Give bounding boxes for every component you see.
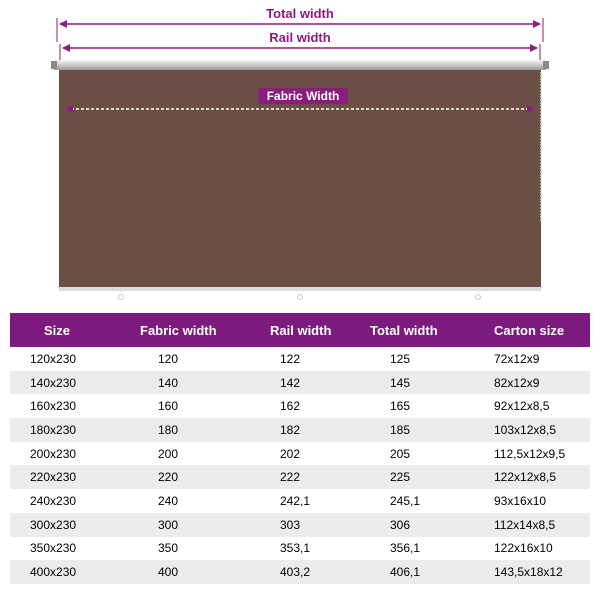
cell-fabric-width: 240 xyxy=(130,489,258,513)
cell-carton-size: 122x12x8,5 xyxy=(480,465,590,489)
total-width-label: Total width xyxy=(266,6,334,21)
cell-fabric-width: 300 xyxy=(130,513,258,537)
header-carton-size: Carton size xyxy=(480,313,590,347)
cell-rail-width: 242,1 xyxy=(258,489,368,513)
rail-width-label: Rail width xyxy=(269,30,331,45)
cell-rail-width: 303 xyxy=(258,513,368,537)
cell-size: 160x230 xyxy=(10,394,130,418)
cell-fabric-width: 350 xyxy=(130,537,258,561)
cell-rail-width: 222 xyxy=(258,465,368,489)
table-row xyxy=(10,560,590,584)
cell-rail-width: 403,2 xyxy=(258,560,368,584)
size-table xyxy=(10,313,590,584)
cell-fabric-width: 220 xyxy=(130,465,258,489)
cell-rail-width: 162 xyxy=(258,394,368,418)
cell-fabric-width: 160 xyxy=(130,394,258,418)
cell-total-width: 205 xyxy=(368,442,480,466)
cell-carton-size: 93x16x10 xyxy=(480,489,590,513)
table-header-row xyxy=(10,313,590,347)
cell-carton-size: 143,5x18x12 xyxy=(480,560,590,584)
cell-total-width: 245,1 xyxy=(368,489,480,513)
cell-total-width: 306 xyxy=(368,513,480,537)
cell-carton-size: 112,5x12x9,5 xyxy=(480,442,590,466)
pull-ring-center xyxy=(298,295,303,300)
header-size: Size xyxy=(10,313,130,347)
cell-size: 200x230 xyxy=(10,442,130,466)
cell-rail-width: 142 xyxy=(258,371,368,395)
table-row xyxy=(10,537,590,561)
cell-total-width: 125 xyxy=(368,347,480,371)
cell-total-width: 145 xyxy=(368,371,480,395)
rail xyxy=(54,60,546,70)
cell-rail-width: 202 xyxy=(258,442,368,466)
rail-width-dimension xyxy=(60,44,540,60)
pull-ring-left xyxy=(119,295,124,300)
pull-ring-right xyxy=(476,295,481,300)
cell-size: 400x230 xyxy=(10,560,130,584)
cell-size: 120x230 xyxy=(10,347,130,371)
cell-carton-size: 122x16x10 xyxy=(480,537,590,561)
cell-total-width: 165 xyxy=(368,394,480,418)
cell-carton-size: 92x12x8,5 xyxy=(480,394,590,418)
table-row xyxy=(10,513,590,537)
cell-size: 220x230 xyxy=(10,465,130,489)
cell-total-width: 225 xyxy=(368,465,480,489)
cell-carton-size: 72x12x9 xyxy=(480,347,590,371)
cell-fabric-width: 180 xyxy=(130,418,258,442)
cell-total-width: 406,1 xyxy=(368,560,480,584)
cell-carton-size: 112x14x8,5 xyxy=(480,513,590,537)
header-total-width: Total width xyxy=(368,313,480,347)
cell-size: 300x230 xyxy=(10,513,130,537)
rail-end-left xyxy=(51,61,57,69)
table-body xyxy=(10,347,590,584)
cell-rail-width: 182 xyxy=(258,418,368,442)
header-rail-width: Rail width xyxy=(258,313,368,347)
table-row xyxy=(10,371,590,395)
cell-size: 350x230 xyxy=(10,537,130,561)
cell-rail-width: 353,1 xyxy=(258,537,368,561)
cell-carton-size: 103x12x8,5 xyxy=(480,418,590,442)
cell-fabric-width: 120 xyxy=(130,347,258,371)
bottom-bar xyxy=(59,287,541,291)
fabric-width-label: Fabric Width xyxy=(258,88,348,104)
table-row xyxy=(10,465,590,489)
rail-end-right xyxy=(543,61,549,69)
cell-fabric-width: 200 xyxy=(130,442,258,466)
cell-carton-size: 82x12x9 xyxy=(480,371,590,395)
cell-rail-width: 122 xyxy=(258,347,368,371)
cell-fabric-width: 140 xyxy=(130,371,258,395)
table-row xyxy=(10,418,590,442)
table-row xyxy=(10,442,590,466)
cell-size: 180x230 xyxy=(10,418,130,442)
header-fabric-width: Fabric width xyxy=(130,313,258,347)
table-row xyxy=(10,347,590,371)
table-row xyxy=(10,394,590,418)
cell-size: 140x230 xyxy=(10,371,130,395)
cell-size: 240x230 xyxy=(10,489,130,513)
table-row xyxy=(10,489,590,513)
cell-total-width: 356,1 xyxy=(368,537,480,561)
cell-total-width: 185 xyxy=(368,418,480,442)
cell-fabric-width: 400 xyxy=(130,560,258,584)
